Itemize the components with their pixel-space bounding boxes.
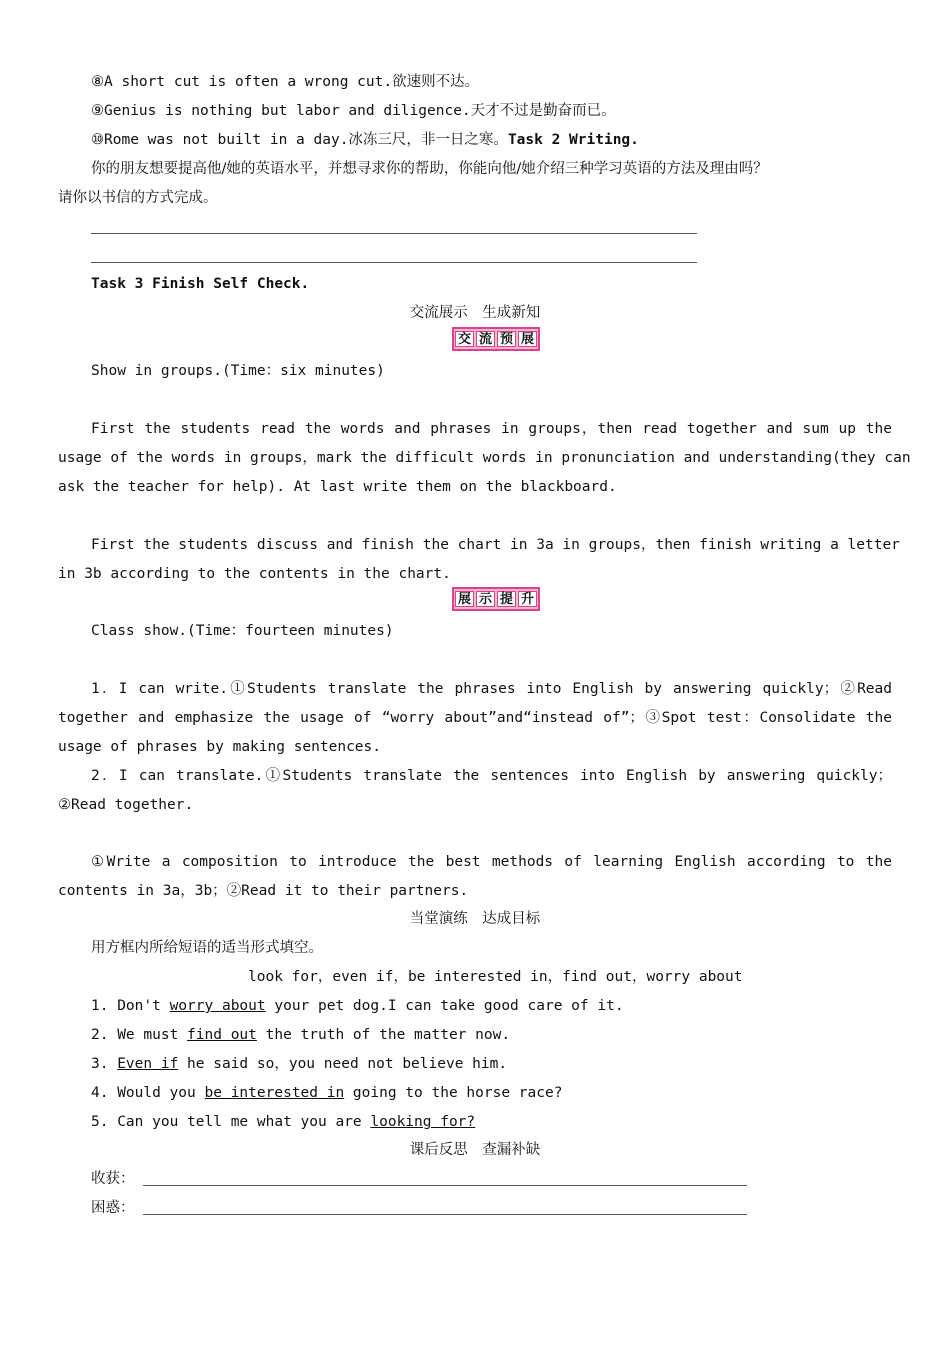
item1-line1: 1．I can write.①Students translate the phrases into English by answering quickly；②Read bbox=[91, 681, 892, 697]
word-box: look for，even if，be interested in，find out，worry about bbox=[248, 969, 743, 985]
badge-char: 流 bbox=[476, 331, 495, 347]
para3-line2: contents in 3a，3b；②Read it to their partners. bbox=[58, 883, 469, 899]
exercise-text-after: the truth of the matter now. bbox=[256, 1027, 511, 1043]
writing-prompt-line1: 你的朋友想要提高他/她的英语水平，并想寻求你的帮助，你能向他/她介绍三种学习英语的方法及理由吗？ bbox=[91, 161, 768, 177]
gain-answer-line[interactable] bbox=[143, 1185, 747, 1186]
exercise-number: 3. bbox=[91, 1056, 109, 1072]
exercise-text-before: Don't bbox=[117, 998, 170, 1014]
badge-char: 展 bbox=[455, 591, 474, 607]
confusion-label: 困惑： bbox=[91, 1200, 135, 1216]
para2-line2: in 3b according to the contents in the chart. bbox=[58, 566, 451, 582]
item2-line2: ②Read together. bbox=[58, 797, 194, 813]
exercise-item bbox=[91, 1025, 510, 1045]
exercise-item bbox=[91, 1112, 475, 1132]
exercise-instruction: 用方框内所给短语的适当形式填空。 bbox=[91, 940, 323, 956]
answer-line-2 bbox=[91, 262, 697, 263]
section-heading-reflection: 课后反思 查漏补缺 bbox=[409, 1142, 541, 1158]
item2-line1: 2．I can translate.①Students translate the sentences into English by answering quickly； bbox=[91, 768, 892, 784]
para1-line1: First the students read the words and phrases in groups，then read together and sum up the bbox=[91, 421, 892, 437]
exercise-answer: Even if bbox=[117, 1056, 179, 1072]
section-heading-practice: 当堂演练 达成目标 bbox=[409, 911, 541, 927]
exercise-number: 2. bbox=[91, 1027, 109, 1043]
exercise-number: 4. bbox=[91, 1085, 109, 1101]
badge-char: 提 bbox=[497, 591, 516, 607]
exercise-text-before: Would you bbox=[117, 1085, 205, 1101]
exercise-item bbox=[91, 1083, 562, 1103]
badge-char: 交 bbox=[455, 331, 474, 347]
para1-line3: ask the teacher for help). At last write them on the blackboard. bbox=[58, 479, 617, 495]
badge-char: 预 bbox=[497, 331, 516, 347]
badge-char: 升 bbox=[518, 591, 537, 607]
proverb-10 bbox=[91, 130, 639, 150]
task-2-heading: Task 2 Writing. bbox=[507, 132, 639, 148]
exercise-answer: worry about bbox=[169, 998, 266, 1014]
badge-char: 示 bbox=[476, 591, 495, 607]
exercise-item bbox=[91, 996, 624, 1016]
exercise-text-before: Can you tell me what you are bbox=[117, 1114, 371, 1130]
section-heading-exchange: 交流展示 生成新知 bbox=[409, 305, 541, 321]
exercise-text-after: he said so，you need not believe him. bbox=[178, 1056, 508, 1072]
para2-line1: First the students discuss and finish the chart in 3a in groups，then finish writing a letter bbox=[91, 537, 900, 553]
answer-line-1 bbox=[91, 233, 697, 234]
exercise-number: 5. bbox=[91, 1114, 109, 1130]
exercise-answer: looking for? bbox=[370, 1114, 476, 1130]
item1-line2: together and emphasize the usage of “worry about”and“instead of”；③Spot test：Consolidate the bbox=[58, 710, 892, 726]
confusion-answer-line[interactable] bbox=[143, 1214, 747, 1215]
proverb-9: ⑨Genius is nothing but labor and diligence.天才不过是勤奋而已。 bbox=[91, 103, 616, 119]
proverb-10-text: ⑩Rome was not built in a day.冰冻三尺，非一日之寒。 bbox=[91, 132, 508, 148]
exercise-text-after: your pet dog.I can take good care of it. bbox=[265, 998, 624, 1014]
writing-prompt-line2: 请你以书信的方式完成。 bbox=[58, 190, 218, 206]
task-3-heading: Task 3 Finish Self Check. bbox=[91, 276, 310, 292]
exercise-text-after: going to the horse race? bbox=[344, 1085, 563, 1101]
gain-label: 收获： bbox=[91, 1171, 135, 1187]
item1-line3: usage of phrases by making sentences. bbox=[58, 739, 382, 755]
exercise-answer: be interested in bbox=[204, 1085, 345, 1101]
show-in-groups: Show in groups.(Time：six minutes) bbox=[91, 363, 385, 379]
proverb-8: ⑧A short cut is often a wrong cut.欲速则不达。 bbox=[91, 74, 480, 90]
exercise-item bbox=[91, 1054, 507, 1074]
para1-line2: usage of the words in groups，mark the difficult words in pronunciation and understanding(they can bbox=[58, 450, 911, 466]
badge-char: 展 bbox=[518, 331, 537, 347]
badge-exchange-preview bbox=[452, 327, 540, 351]
exercise-number: 1. bbox=[91, 998, 109, 1014]
para3-line1: ①Write a composition to introduce the best methods of learning English according to the bbox=[91, 854, 892, 870]
class-show: Class show.(Time：fourteen minutes) bbox=[91, 623, 394, 639]
exercise-text-before: We must bbox=[117, 1027, 188, 1043]
exercise-answer: find out bbox=[187, 1027, 257, 1043]
badge-show-improve bbox=[452, 587, 540, 611]
